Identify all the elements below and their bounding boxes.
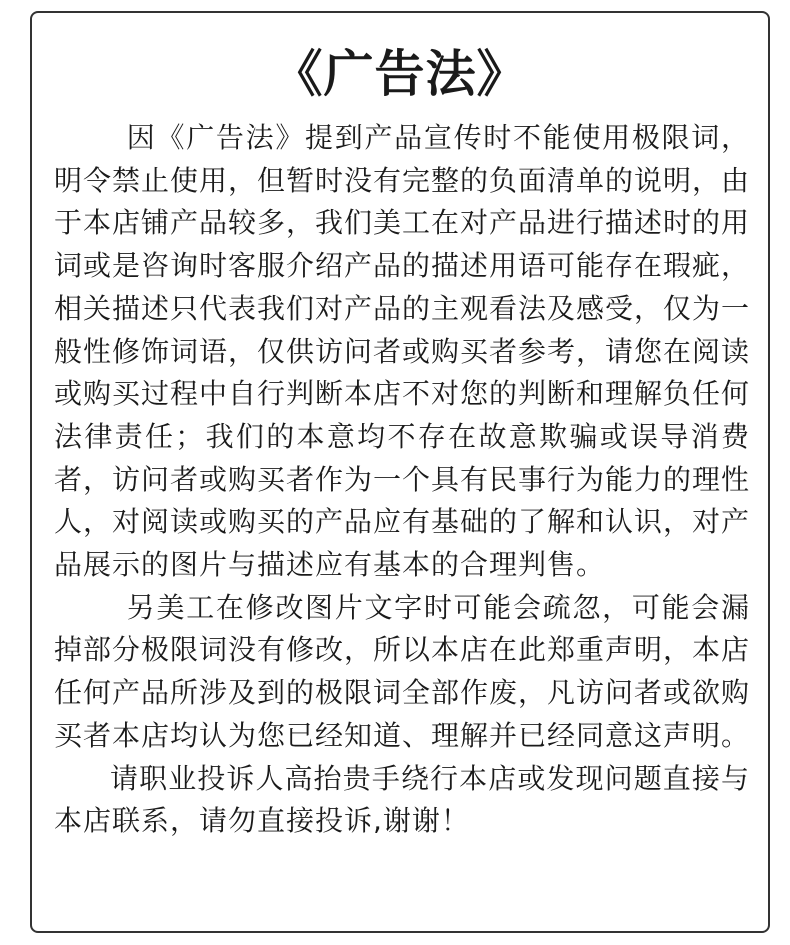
notice-paragraph-image-text: 另美工在修改图片文字时可能会疏忽，可能会漏掉部分极限词没有修改，所以本店在此郑重声明，本店任何产品所涉及到的极限词全部作废，凡访问者或欲购买者本店均认为您已经知道、理解并已经同意这声明。 — [54, 590, 751, 752]
notice-paragraph-disclaimer: 因《广告法》提到产品宣传时不能使用极限词，明令禁止使用，但暂时没有完整的负面清单的说明，由于本店铺产品较多，我们美工在对产品进行描述时的用词或是咨询时客服介绍产品的描述用语可能存在瑕疵，相关描述只代表我们对产品的主观看法及感受，仅为一般性修饰词语，仅供访问者或购买者参考，请您在阅读或购买过程中自行判断本店不对您的判断和理解负任何法律责任；我们的本意均不存在故意欺骗或误导消费者，访问者或购买者作为一个具有民事行为能力的理性人，对阅读或购买的产品应有基础的了解和认识，对产品展示的图片与描述应有基本的合理判售。 — [54, 121, 751, 582]
notice-frame — [30, 11, 770, 933]
notice-body — [54, 117, 750, 843]
notice-paragraph-complaints: 请职业投诉人高抬贵手绕行本店或发现问题直接与本店联系，请勿直接投诉,谢谢！ — [54, 761, 750, 838]
notice-title: 《广告法》 — [272, 45, 528, 103]
